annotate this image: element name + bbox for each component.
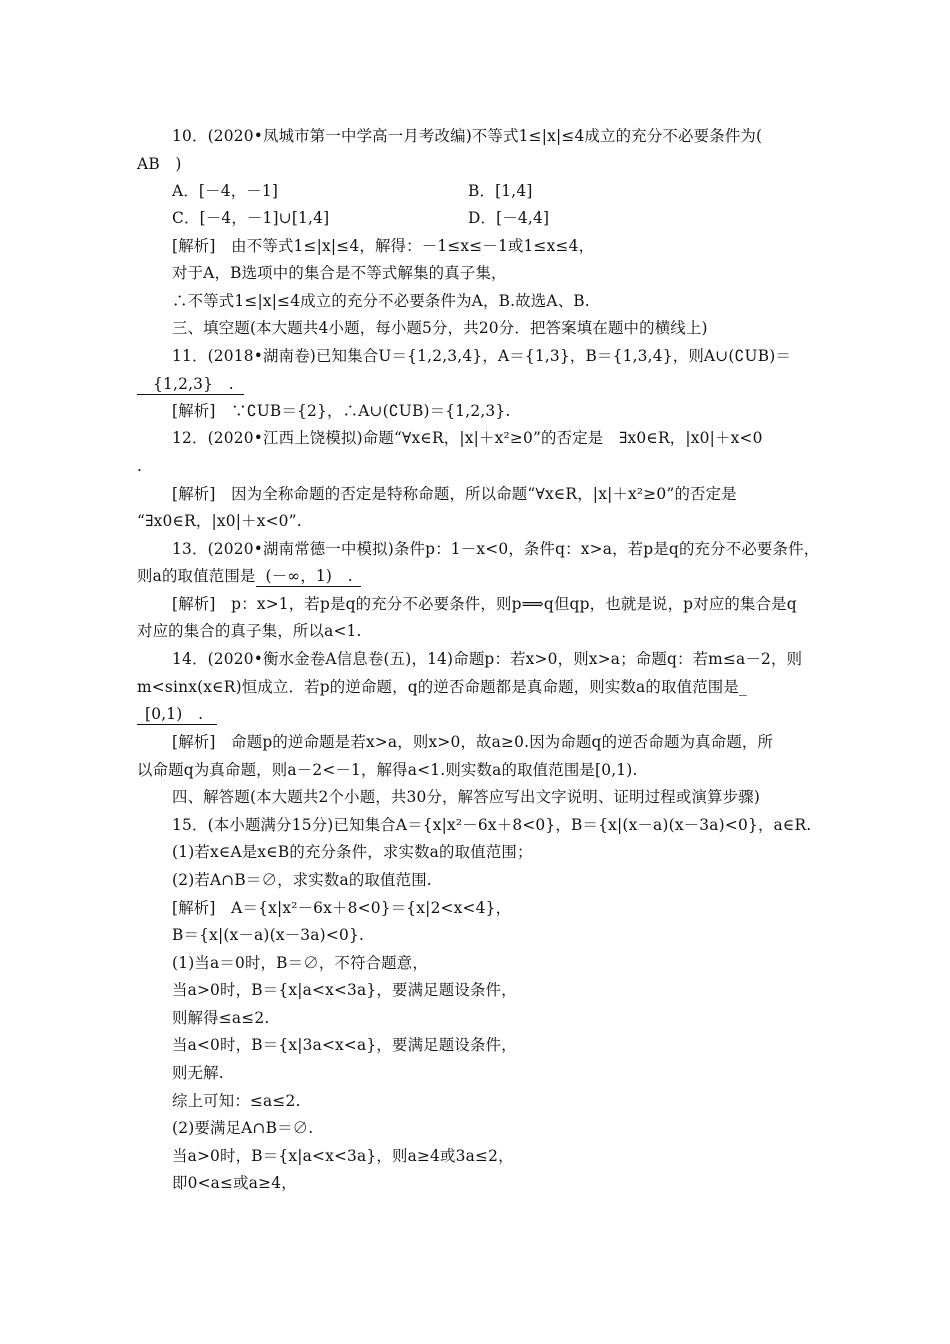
q15-analysis: [解析] A＝{x|x²－6x＋8<0}＝{x|2<x<4}， (172, 899, 512, 917)
q15-case-a-negative: 当a<0时，B＝{x|3a<x<a}，要满足题设条件， (172, 1036, 517, 1054)
q14-analysis: [解析] 命题p的逆命题是若x>a，则x>0，故a≥0.因为命题q的逆否命题为真命题，所 (172, 733, 774, 751)
q14-answer: [0,1) . (137, 704, 217, 725)
q11-stem: 11．(2018•湖南卷)已知集合U＝{1,2,3,4}，A＝{1,3}，B＝{1,3,4}，则A∪(∁UB)＝ (172, 347, 792, 365)
q15-stem: 15．(本小题满分15分)已知集合A＝{x|x²－6x＋8<0}，B＝{x|(x－a)(x－3a)<0}，a∈R. (172, 816, 812, 834)
q15-part1: (1)若x∈A是x∈B的充分条件，求实数a的取值范围； (172, 843, 533, 861)
q15-part2-result: 即0<a≤或a≥4， (172, 1174, 297, 1192)
q15-part2-start: (2)要满足A∩B＝∅. (172, 1119, 314, 1137)
q15-part1-conclusion: 综上可知：≤a≤2. (172, 1092, 301, 1110)
q15-part2: (2)若A∩B＝∅，求实数a的取值范围. (172, 871, 432, 889)
q15-case-a-positive: 当a>0时，B＝{x|a<x<3a}，要满足题设条件， (172, 981, 517, 999)
q13-stem-text: 则a的取值范围是 (137, 567, 256, 585)
q13-answer: (－∞，1) . (256, 566, 361, 587)
q12-stem: 12．(2020•江西上饶模拟)命题“∀x∈R，|x|＋x²≥0”的否定是 ∃x0∈R，|x0|＋x<0 (172, 429, 763, 447)
q13-stem-line (137, 566, 361, 587)
q12-analysis-end: “∃x0∈R，|x0|＋x<0”. (137, 512, 302, 530)
q15-case-positive-result: 则解得≤a≤2. (172, 1009, 270, 1027)
q12-analysis: [解析] 因为全称命题的否定是特称命题，所以命题“∀x∈R，|x|＋x²≥0”的否定是 (172, 485, 737, 503)
q10-answer: AB ) (137, 155, 182, 173)
q15-part2-case: 当a>0时，B＝{x|a<x<3a}，则a≥4或3a≤2， (172, 1147, 514, 1165)
q14-stem-line: m<sinx(x∈R)恒成立．若p的逆命题，q的逆否命题都是真命题，则实数a的取值范围是_ (137, 678, 747, 696)
q10-option-c: C．[－4，－1]∪[1,4] (172, 209, 330, 227)
q10-stem: 10．(2020•凤城市第一中学高一月考改编)不等式1≤|x|≤4成立的充分不必要条件为( (172, 127, 763, 145)
q10-analysis-line: 对于A，B选项中的集合是不等式解集的真子集， (172, 264, 507, 282)
q13-analysis-end: 对应的集合的真子集，所以a<1. (137, 622, 362, 640)
q10-conclusion: ∴不等式1≤|x|≤4成立的充分不必要条件为A，B.故选A、B. (172, 292, 590, 310)
q15-case-negative-result: 则无解. (172, 1064, 224, 1082)
q14-answer-row (137, 704, 217, 725)
section-solution-heading: 四、解答题(本大题共2个小题，共30分，解答应写出文字说明、证明过程或演算步骤) (172, 788, 761, 806)
q10-analysis: [解析] 由不等式1≤|x|≤4，解得：－1≤x≤－1或1≤x≤4， (172, 237, 595, 255)
q12-stem-end: . (137, 457, 143, 475)
section-fill-blank-heading: 三、填空题(本大题共4小题，每小题5分，共20分．把答案填在题中的横线上) (172, 319, 708, 337)
q11-answer-row (137, 374, 244, 395)
q15-case-a-zero: (1)当a＝0时，B＝∅，不符合题意， (172, 954, 428, 972)
q13-analysis: [解析] p：x>1，若p是q的充分不必要条件，则p⟹q但qp，也就是说，p对应的集合是q (172, 595, 797, 613)
q10-option-b: B．[1,4] (468, 182, 533, 200)
q11-answer: {1,2,3} . (137, 374, 244, 395)
q14-stem: 14．(2020•衡水金卷A信息卷(五)，14)命题p：若x>0，则x>a；命题q：若m≤a－2，则 (172, 650, 803, 668)
q15-set-b: B＝{x|(x－a)(x－3a)<0}. (172, 926, 365, 944)
q10-option-d: D．[－4,4] (468, 209, 550, 227)
q14-analysis-end: 以命题q为真命题，则a－2<－1，解得a<1.则实数a的取值范围是[0,1). (137, 761, 638, 779)
q13-stem: 13．(2020•湖南常德一中模拟)条件p：1－x<0，条件q：x>a，若p是q的充分不必要条件， (172, 540, 820, 558)
q11-analysis: [解析] ∵∁UB＝{2}，∴A∪(∁UB)＝{1,2,3}. (172, 402, 511, 420)
q10-option-a: A．[－4，－1] (172, 182, 279, 200)
